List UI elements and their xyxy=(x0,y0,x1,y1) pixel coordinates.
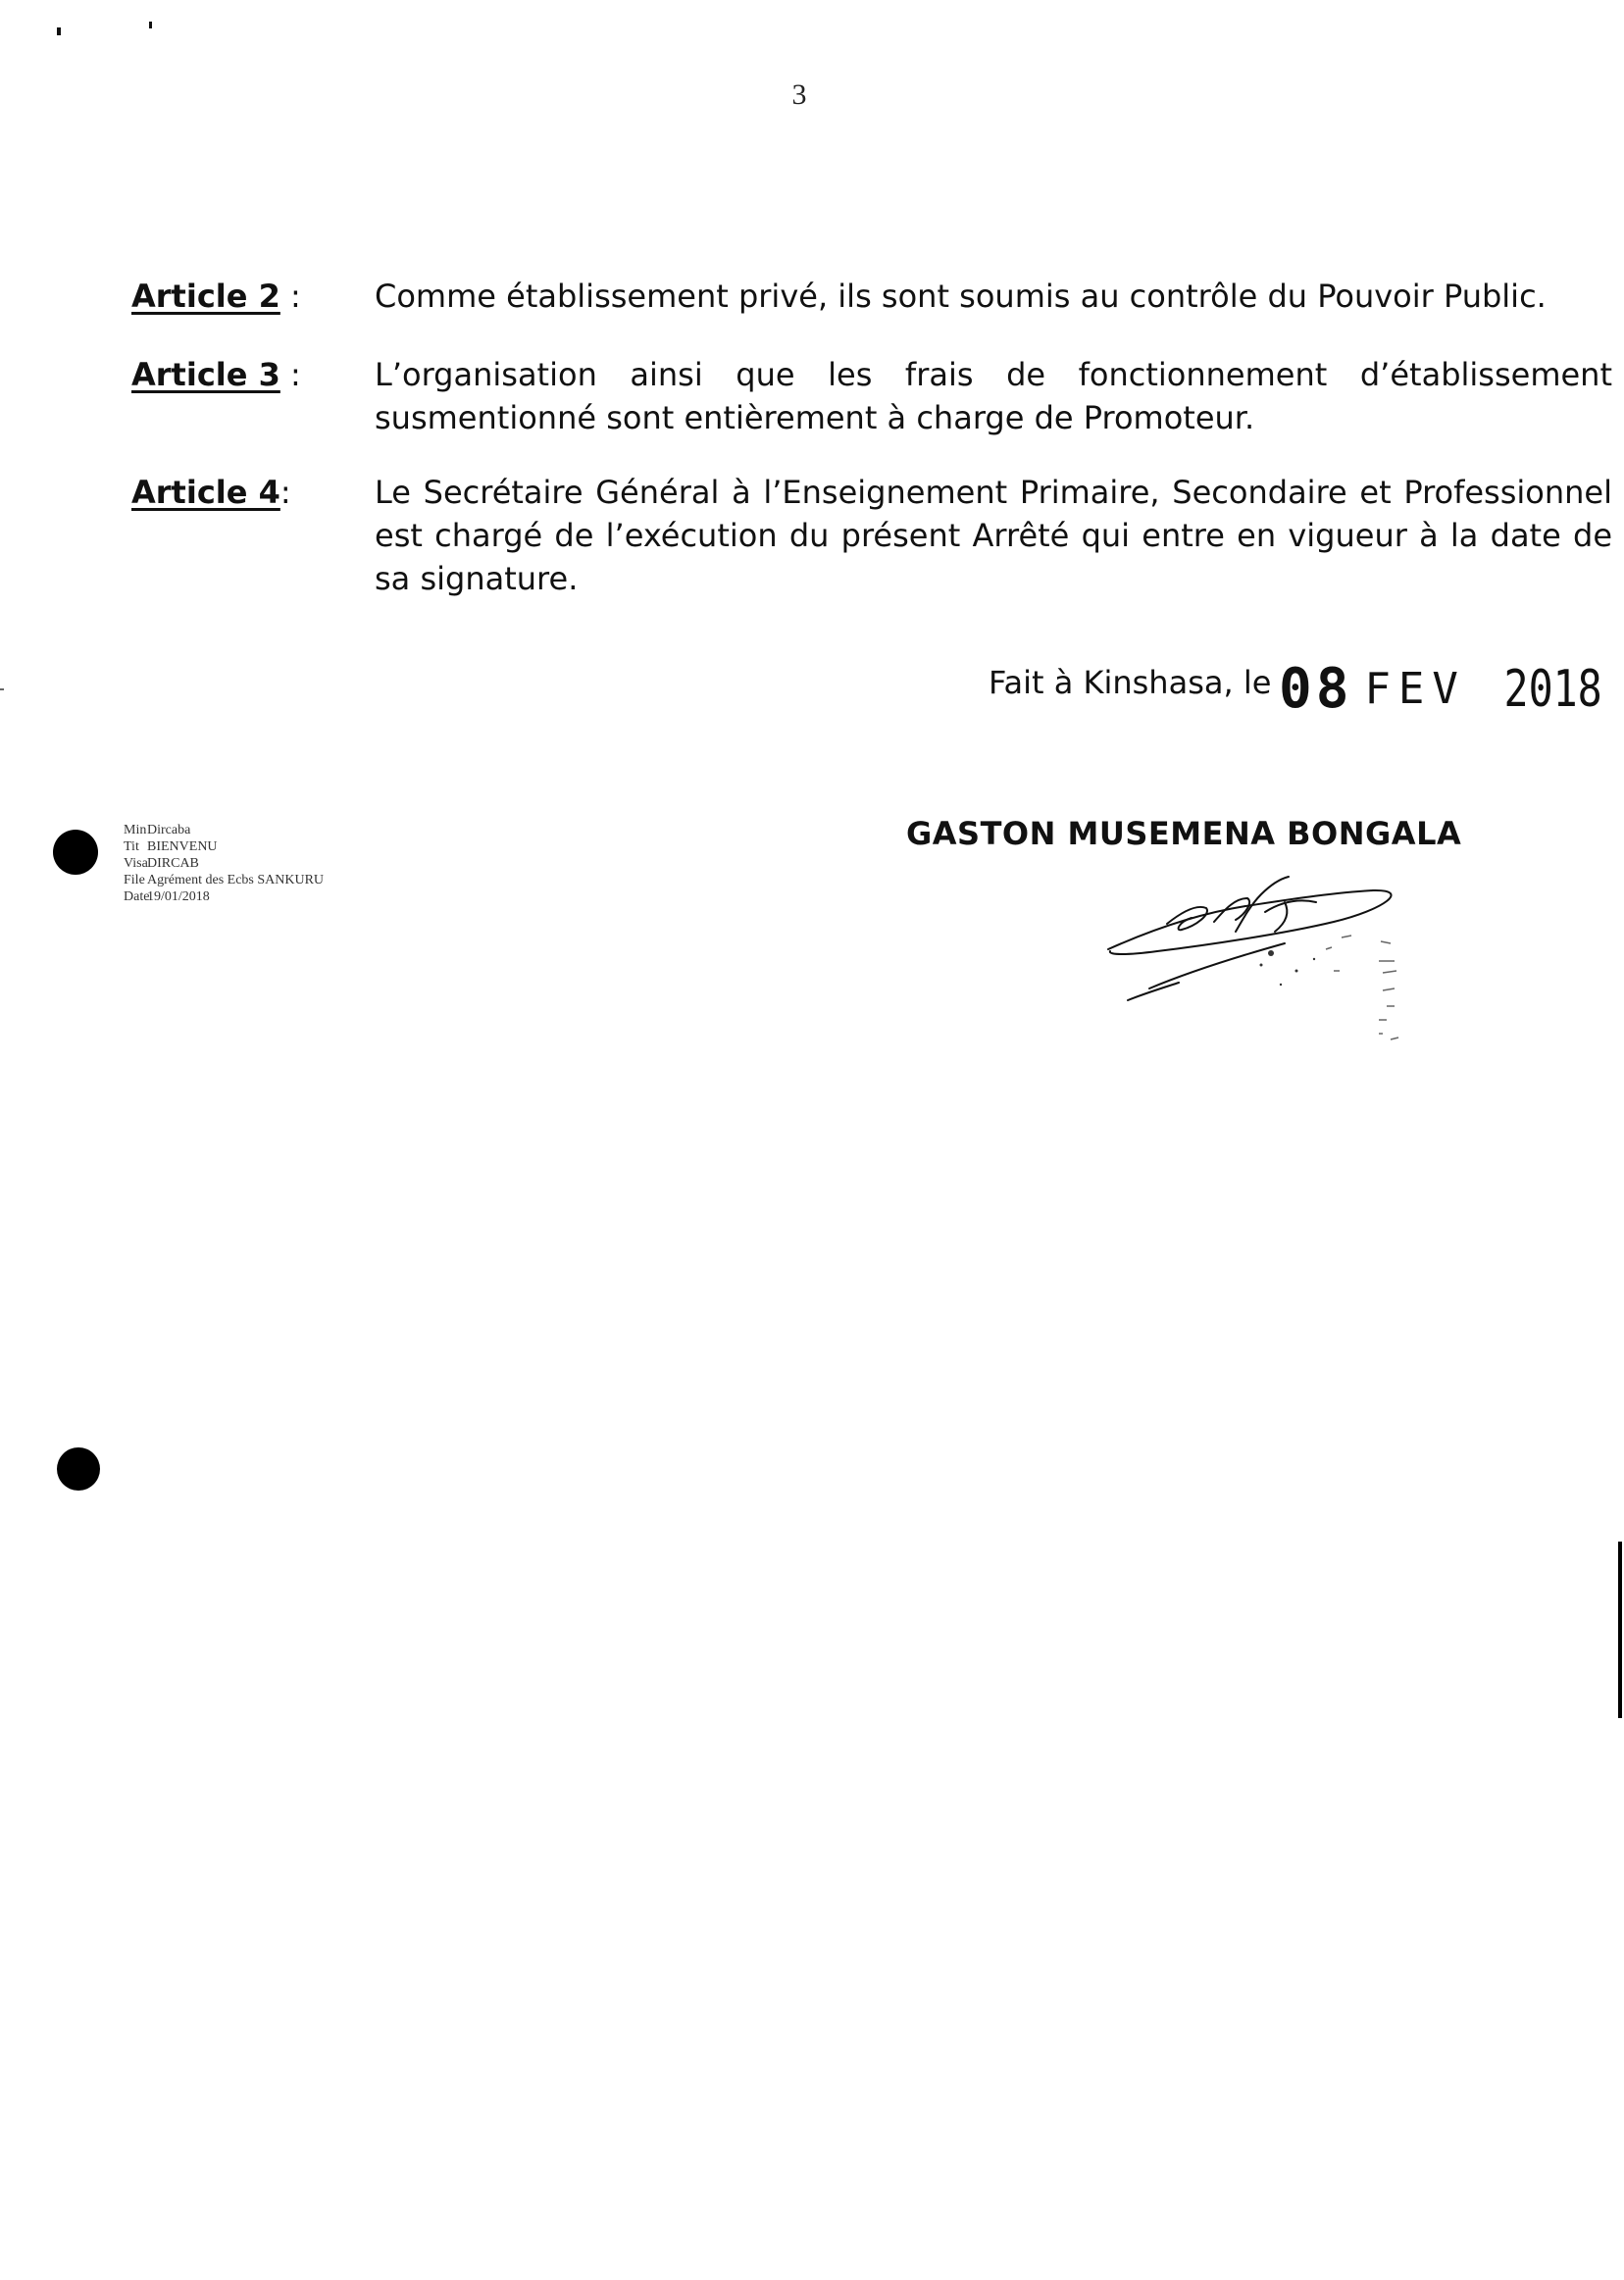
initials-line: File Agrément des Ecbs SANKURU xyxy=(124,873,325,887)
initials-line: VisaDIRCAB xyxy=(124,856,199,871)
article-2 xyxy=(131,275,1547,318)
article-number: Article 4 xyxy=(131,474,280,511)
place-and-date-text: Fait à Kinshasa, le xyxy=(989,664,1272,701)
handwritten-signature xyxy=(1089,863,1442,1059)
article-body: L’organisation ainsi que les frais de fonctionnement d’établissement susmentionné sont entièrement à charge de Promoteur. xyxy=(375,356,1612,436)
article-number: Article 3 xyxy=(131,356,280,393)
punch-hole xyxy=(53,830,98,875)
article-body: Le Secrétaire Général à l’Enseignement Primaire, Secondaire et Professionnel est chargé de l’exécution du présent Arrêté qui entre en vigueur à la date de sa signature. xyxy=(375,474,1612,597)
signatory-name: GASTON MUSEMENA BONGALA xyxy=(906,815,1462,852)
date-stamp xyxy=(1279,657,1614,721)
article-label xyxy=(131,275,367,318)
scan-speck xyxy=(57,27,61,35)
punch-hole xyxy=(57,1447,100,1491)
page-number: 3 xyxy=(791,78,807,111)
article-separator: : xyxy=(279,474,291,511)
article-number: Article 2 xyxy=(131,278,280,315)
scan-edge-mark xyxy=(1618,1542,1622,1718)
article-body: Comme établissement privé, ils sont soumis au contrôle du Pouvoir Public. xyxy=(375,278,1547,315)
article-separator: : xyxy=(279,356,301,393)
initials-block xyxy=(124,822,324,905)
date-stamp-year: 2018 xyxy=(1503,659,1602,719)
date-stamp-day: 08 xyxy=(1279,657,1353,721)
article-3 xyxy=(131,353,1612,439)
article-4 xyxy=(131,471,1612,600)
article-separator: : xyxy=(279,278,301,315)
initials-line: Date19/01/2018 xyxy=(124,889,210,904)
initials-line: Tit BIENVENU xyxy=(124,839,218,854)
scan-speck xyxy=(0,688,4,690)
date-stamp-month: FEV xyxy=(1364,664,1466,714)
scan-speck xyxy=(149,22,152,28)
article-label xyxy=(131,353,367,396)
article-label xyxy=(131,471,367,514)
initials-line: MinDircaba xyxy=(124,823,191,837)
